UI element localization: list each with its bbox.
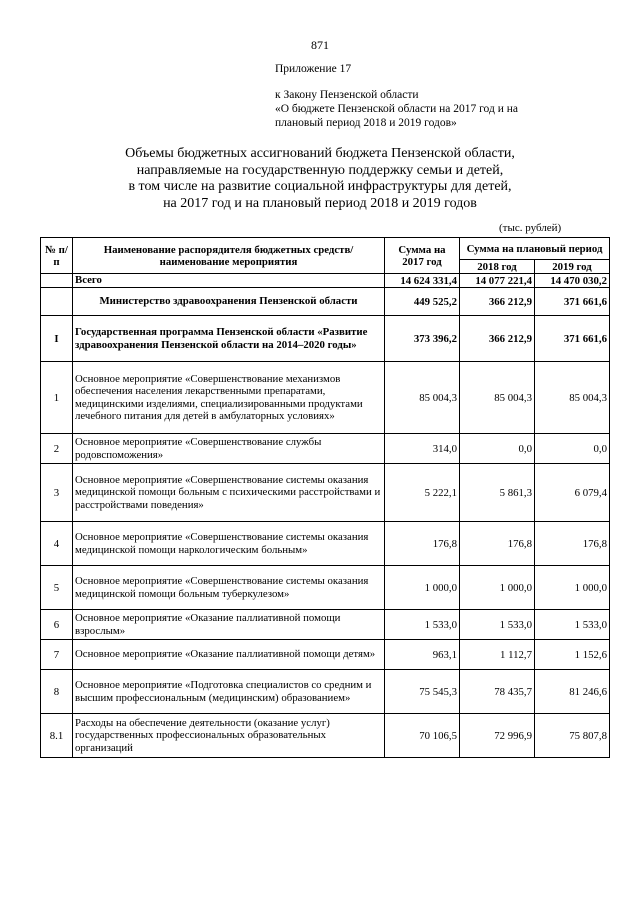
row-value-2019: 85 004,3	[535, 362, 610, 434]
appendix-line: к Закону Пензенской области	[275, 89, 419, 101]
row-num: 8.1	[41, 714, 73, 758]
table-row	[41, 640, 610, 670]
row-value-2018: 366 212,9	[460, 288, 535, 316]
row-value-2018: 85 004,3	[460, 362, 535, 434]
row-name: Основное мероприятие «Совершенствование системы оказания медицинской помощи больным с психическими расстройствами и расстройствами поведения»	[73, 464, 385, 522]
row-num: 1	[41, 362, 73, 434]
row-value-2019: 1 533,0	[535, 610, 610, 640]
row-name: Основное мероприятие «Совершенствование службы родовспоможения»	[73, 434, 385, 464]
row-value-2017: 963,1	[385, 640, 460, 670]
row-name: Всего	[73, 274, 385, 288]
row-value-2019: 1 152,6	[535, 640, 610, 670]
row-name: Основное мероприятие «Совершенствование механизмов обеспечения населения лекарственными препаратами, медицинскими изделиями, специализированными продуктами лечебного питания для детей в амбулаторных условиях»	[73, 362, 385, 434]
row-value-2017: 14 624 331,4	[385, 274, 460, 288]
table-row	[41, 316, 610, 362]
table-row	[41, 522, 610, 566]
budget-table	[40, 237, 610, 758]
table-row	[41, 434, 610, 464]
row-value-2018: 366 212,9	[460, 316, 535, 362]
row-name: Расходы на обеспечение деятельности (оказание услуг) государственных профессиональных образовательных организаций	[73, 714, 385, 758]
table-row	[41, 362, 610, 434]
row-value-2017: 176,8	[385, 522, 460, 566]
row-value-2017: 314,0	[385, 434, 460, 464]
row-num: 8	[41, 670, 73, 714]
document-title	[30, 146, 610, 212]
row-name: Основное мероприятие «Совершенствование системы оказания медицинской помощи наркологическим больным»	[73, 522, 385, 566]
units-label: (тыс. рублей)	[499, 222, 562, 234]
row-value-2019: 1 000,0	[535, 566, 610, 610]
appendix-line: «О бюджете Пензенской области на 2017 год и на	[275, 103, 518, 115]
row-num	[41, 288, 73, 316]
row-value-2017: 1 533,0	[385, 610, 460, 640]
row-name: Основное мероприятие «Оказание паллиативной помощи детям»	[73, 640, 385, 670]
row-value-2018: 1 000,0	[460, 566, 535, 610]
appendix-title: Приложение 17	[275, 63, 352, 75]
table-row	[41, 566, 610, 610]
appendix-line: плановый период 2018 и 2019 годов»	[275, 117, 457, 129]
table-row	[41, 610, 610, 640]
row-value-2018: 14 077 221,4	[460, 274, 535, 288]
row-value-2017: 85 004,3	[385, 362, 460, 434]
header-name: Наименование распорядителя бюджетных средств/ наименование мероприятия	[73, 238, 385, 274]
row-value-2019: 75 807,8	[535, 714, 610, 758]
table-row	[41, 464, 610, 522]
row-value-2019: 14 470 030,2	[535, 274, 610, 288]
row-name: Основное мероприятие «Подготовка специалистов со средним и высшим профессиональным (медицинским) образованием»	[73, 670, 385, 714]
row-value-2018: 78 435,7	[460, 670, 535, 714]
table-row	[41, 288, 610, 316]
table-row-total	[41, 274, 610, 288]
header-num: № п/п	[41, 238, 73, 274]
row-name: Основное мероприятие «Совершенствование системы оказания медицинской помощи больным туберкулезом»	[73, 566, 385, 610]
row-num: 5	[41, 566, 73, 610]
row-value-2017: 373 396,2	[385, 316, 460, 362]
row-value-2018: 1 112,7	[460, 640, 535, 670]
row-value-2017: 70 106,5	[385, 714, 460, 758]
row-value-2019: 176,8	[535, 522, 610, 566]
row-value-2018: 0,0	[460, 434, 535, 464]
row-value-2017: 75 545,3	[385, 670, 460, 714]
appendix-reference	[275, 88, 615, 130]
row-value-2019: 81 246,6	[535, 670, 610, 714]
row-value-2018: 176,8	[460, 522, 535, 566]
title-line: в том числе на развитие социальной инфраструктуры для детей,	[128, 179, 512, 194]
row-value-2019: 0,0	[535, 434, 610, 464]
row-value-2019: 371 661,6	[535, 288, 610, 316]
row-value-2018: 1 533,0	[460, 610, 535, 640]
row-value-2018: 72 996,9	[460, 714, 535, 758]
row-name: Министерство здравоохранения Пензенской области	[73, 288, 385, 316]
title-line: Объемы бюджетных ассигнований бюджета Пензенской области,	[125, 146, 515, 161]
header-2019: 2019 год	[535, 260, 610, 274]
row-name: Государственная программа Пензенской области «Развитие здравоохранения Пензенской области на 2014–2020 годы»	[73, 316, 385, 362]
row-num: 2	[41, 434, 73, 464]
title-line: направляемые на государственную поддержку семьи и детей,	[136, 162, 504, 178]
header-2018: 2018 год	[460, 260, 535, 274]
row-num: 4	[41, 522, 73, 566]
row-name: Основное мероприятие «Оказание паллиативной помощи взрослым»	[73, 610, 385, 640]
table-row	[41, 670, 610, 714]
table-row	[41, 714, 610, 758]
row-num: 3	[41, 464, 73, 522]
row-value-2017: 5 222,1	[385, 464, 460, 522]
page-number: 871	[311, 38, 329, 52]
row-value-2019: 6 079,4	[535, 464, 610, 522]
title-line: на 2017 год и на плановый период 2018 и 2019 годов	[163, 195, 477, 211]
row-value-2019: 371 661,6	[535, 316, 610, 362]
row-num	[41, 274, 73, 288]
row-value-2017: 449 525,2	[385, 288, 460, 316]
row-value-2018: 5 861,3	[460, 464, 535, 522]
header-planned-period: Сумма на плановый период	[460, 238, 610, 260]
header-sum-2017: Сумма на 2017 год	[385, 238, 460, 274]
row-num: I	[41, 316, 73, 362]
row-num: 6	[41, 610, 73, 640]
row-value-2017: 1 000,0	[385, 566, 460, 610]
row-num: 7	[41, 640, 73, 670]
